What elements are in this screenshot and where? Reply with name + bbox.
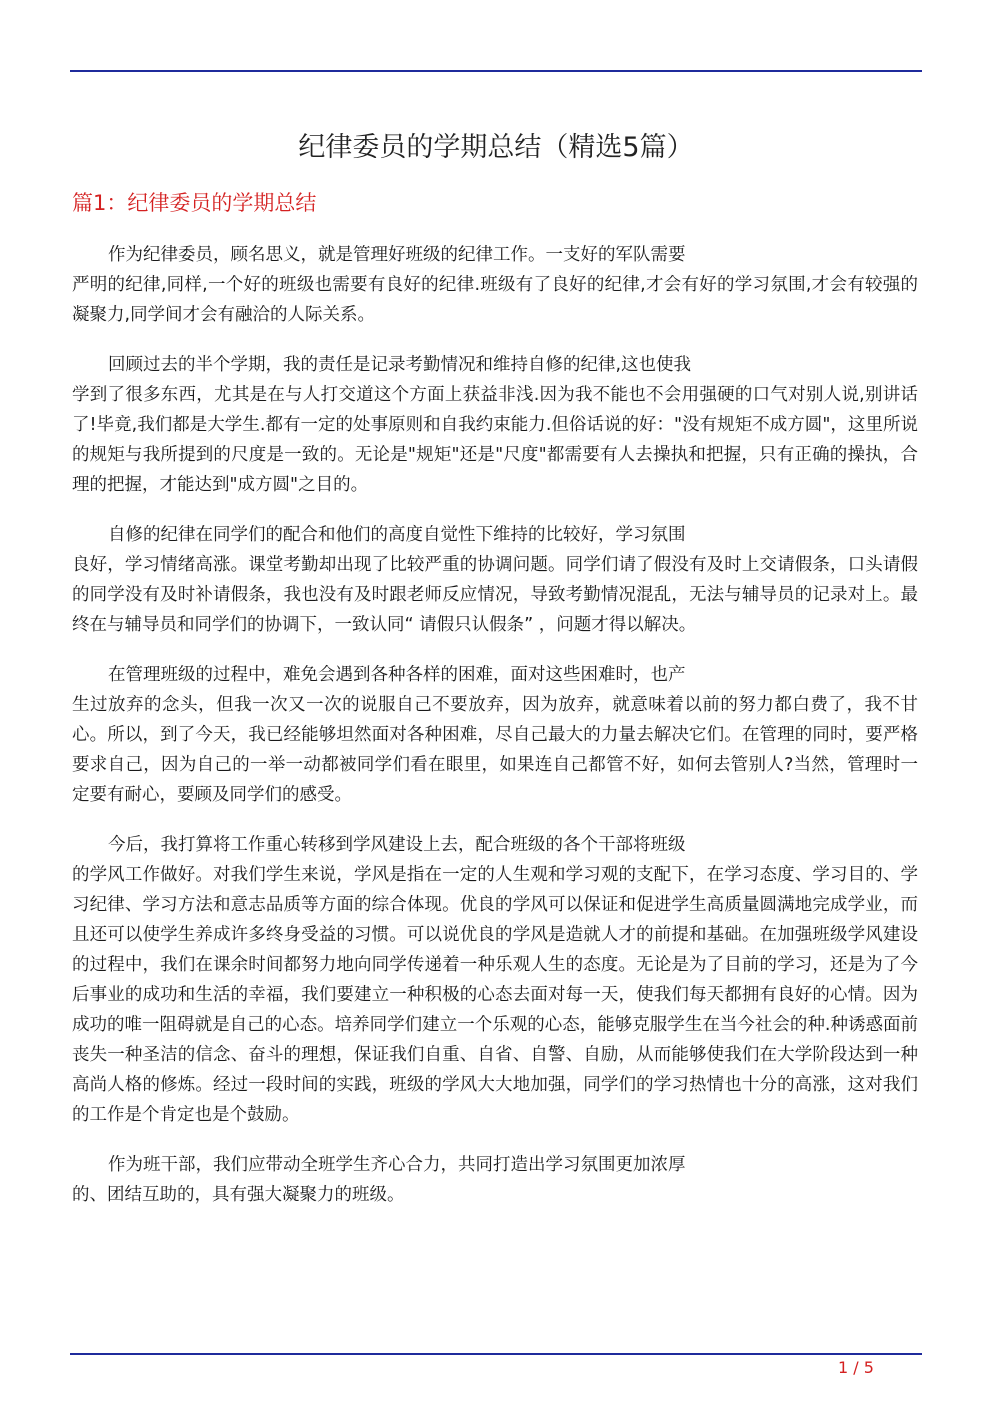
document-body xyxy=(72,240,918,1230)
paragraph-first-line: 回顾过去的半个学期，我的责任是记录考勤情况和维持自修的纪律,这也使我 xyxy=(108,355,692,375)
paragraph-text: 学到了很多东西，尤其是在与人打交道这个方面上获益非浅.因为我不能也不会用强硬的口气对别人说,别讲话了!毕竟,我们都是大学生.都有一定的处事原则和自我约束能力.但俗话说的好："没有规矩不成方圆"，这里所说的规矩与我所提到的尺度是一致的。无论是"规矩"还是"尺度"都需要有人去操执和把握，只有正确的操执，合理的把握，才能达到"成方圆"之目的。 xyxy=(72,385,918,495)
paragraph xyxy=(72,1150,918,1210)
footer-rule xyxy=(70,1353,922,1355)
paragraph-text: 良好，学习情绪高涨。课堂考勤却出现了比较严重的协调问题。同学们请了假没有及时上交请假条，口头请假的同学没有及时补请假条，我也没有及时跟老师反应情况，导致考勤情况混乱，无法与辅导员的记录对上。最终在与辅导员和同学们的协调下，一致认同“ 请假只认假条” ，问题才得以解决。 xyxy=(72,555,918,635)
paragraph xyxy=(72,240,918,330)
paragraph xyxy=(72,830,918,1130)
paragraph-text: 的、团结互助的，具有强大凝聚力的班级。 xyxy=(72,1185,405,1205)
paragraph-text: 严明的纪律,同样,一个好的班级也需要有良好的纪律.班级有了良好的纪律,才会有好的学习氛围,才会有较强的凝聚力,同学间才会有融洽的人际关系。 xyxy=(72,275,918,325)
paragraph-first-line: 作为纪律委员，顾名思义，就是管理好班级的纪律工作。一支好的军队需要 xyxy=(108,245,686,265)
paragraph xyxy=(72,660,918,810)
paragraph-first-line: 今后，我打算将工作重心转移到学风建设上去，配合班级的各个干部将班级 xyxy=(108,835,686,855)
section-heading: 篇1：纪律委员的学期总结 xyxy=(72,191,317,215)
paragraph-first-line: 作为班干部，我们应带动全班学生齐心合力，共同打造出学习氛围更加浓厚 xyxy=(108,1155,686,1175)
paragraph-text: 生过放弃的念头，但我一次又一次的说服自己不要放弃，因为放弃，就意味着以前的努力都白费了，我不甘心。所以，到了今天，我已经能够坦然面对各种困难，尽自己最大的力量去解决它们。在管理的同时，要严格要求自己，因为自己的一举一动都被同学们看在眼里，如果连自己都管不好，如何去管别人?当然，管理时一定要有耐心，要顾及同学们的感受。 xyxy=(72,695,918,805)
paragraph-text: 的学风工作做好。对我们学生来说，学风是指在一定的人生观和学习观的支配下，在学习态度、学习目的、学习纪律、学习方法和意志品质等方面的综合体现。优良的学风可以保证和促进学生高质量圆满地完成学业，而且还可以使学生养成许多终身受益的习惯。可以说优良的学风是造就人才的前提和基础。在加强班级学风建设的过程中，我们在课余时间都努力地向同学传递着一种乐观人生的态度。无论是为了目前的学习，还是为了今后事业的成功和生活的幸福，我们要建立一种积极的心态去面对每一天，使我们每天都拥有良好的心情。因为成功的唯一阻碍就是自己的心态。培养同学们建立一个乐观的心态，能够克服学生在当今社会的种.种诱惑面前丧失一种圣洁的信念、奋斗的理想，保证我们自重、自省、自警、自励，从而能够使我们在大学阶段达到一种高尚人格的修炼。经过一段时间的实践，班级的学风大大地加强，同学们的学习热情也十分的高涨，这对我们的工作是个肯定也是个鼓励。 xyxy=(72,865,918,1125)
paragraph xyxy=(72,350,918,500)
paragraph-first-line: 自修的纪律在同学们的配合和他们的高度自觉性下维持的比较好，学习氛围 xyxy=(108,525,686,545)
header-rule xyxy=(70,70,922,72)
paragraph xyxy=(72,520,918,640)
page-number: 1 / 5 xyxy=(838,1358,874,1377)
document-title: 纪律委员的学期总结（精选5篇） xyxy=(298,132,694,163)
paragraph-first-line: 在管理班级的过程中，难免会遇到各种各样的困难，面对这些困难时，也产 xyxy=(108,665,686,685)
